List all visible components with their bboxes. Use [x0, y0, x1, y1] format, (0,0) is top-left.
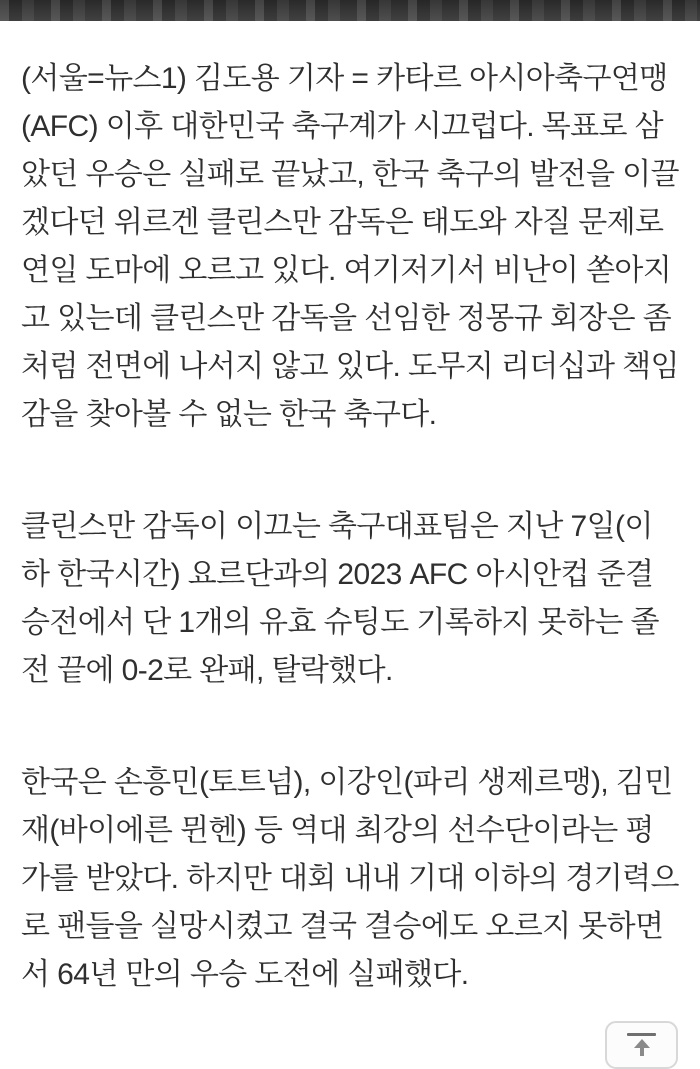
arrow-up-icon	[634, 1039, 650, 1048]
scroll-to-top-button[interactable]	[605, 1021, 678, 1069]
arrow-up-stem	[640, 1048, 644, 1056]
article-paragraph: (서울=뉴스1) 김도용 기자 = 카타르 아시아축구연맹(AFC) 이후 대한민국 축구계가 시끄럽다. 목표로 삼았던 우승은 실패로 끝났고, 한국 축구의 발전을 이끌겠다던 위르겐 클린스만 감독은 태도와 자질 문제로 연일 도마에 오르고 있다. 여기저기서 비난이 쏟아지고 있는데 클린스만 감독을 선임한 정몽규 회장은 좀처럼 전면에 나서지 않고 있다. 도무지 리더십과 책임감을 찾아볼 수 없는 한국 축구다.	[21, 62, 679, 431]
scroll-to-top-icon	[627, 1033, 656, 1036]
article-body	[0, 21, 700, 1063]
cropped-banner	[0, 0, 700, 21]
article-paragraph: 클린스만 감독이 이끄는 축구대표팀은 지난 7일(이하 한국시간) 요르단과의 2023 AFC 아시안컵 준결승전에서 단 1개의 유효 슈팅도 기록하지 못하는 졸전 끝에 0-2로 완패, 탈락했다.	[21, 510, 659, 687]
article-paragraph: 한국은 손흥민(토트넘), 이강인(파리 생제르맹), 김민재(바이에른 뮌헨) 등 역대 최강의 선수단이라는 평가를 받았다. 하지만 대회 내내 기대 이하의 경기력으로 팬들을 실망시켰고 결국 결승에도 오르지 못하면서 64년 만의 우승 도전에 실패했다.	[21, 766, 679, 991]
cropped-banner-texture	[0, 0, 700, 21]
